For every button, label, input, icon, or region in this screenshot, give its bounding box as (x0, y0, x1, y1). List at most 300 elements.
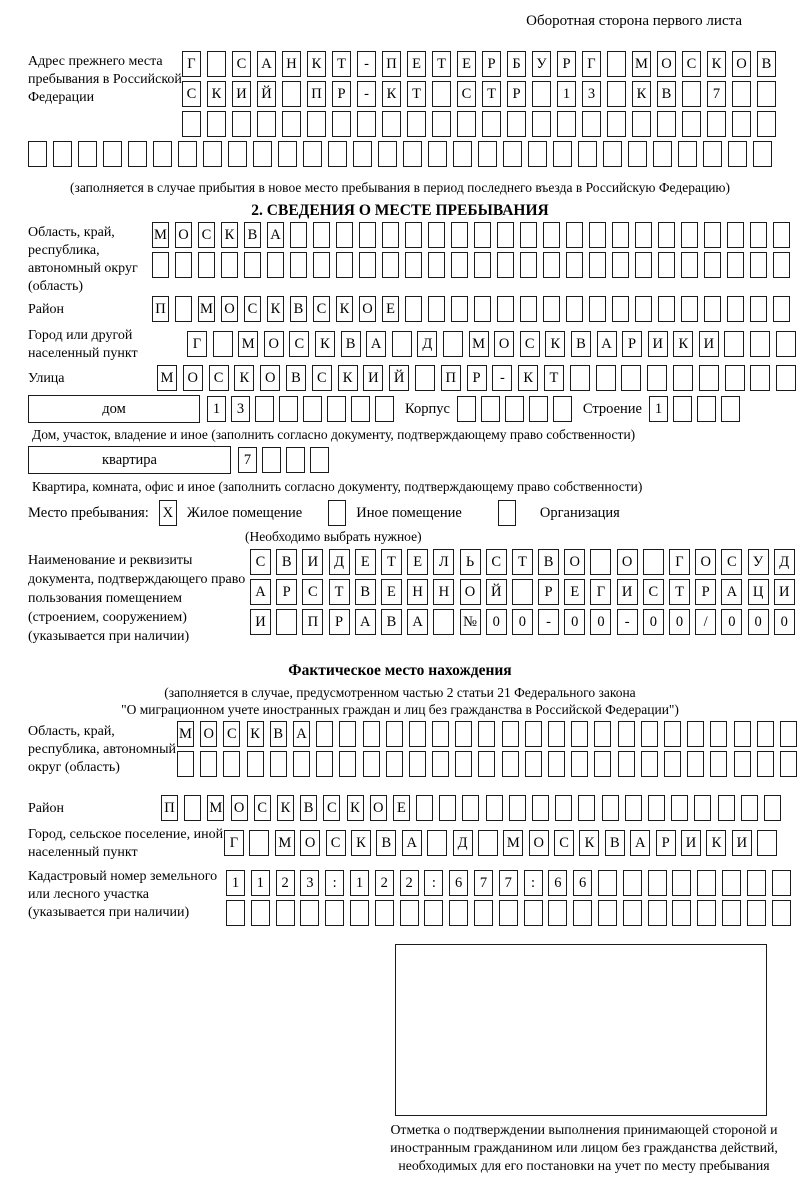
char-cell (657, 111, 676, 137)
char-cell (405, 296, 422, 322)
char-cell: И (250, 609, 271, 635)
char-cell: Е (381, 579, 402, 605)
char-cell: : (524, 870, 543, 896)
char-cell: С (457, 81, 476, 107)
char-cell (255, 396, 274, 422)
char-cell (328, 141, 347, 167)
char-cell (687, 721, 704, 747)
char-cell (432, 721, 449, 747)
char-cell: К (382, 81, 401, 107)
char-cell (618, 751, 635, 777)
char-cell: К (632, 81, 651, 107)
char-cell: Т (482, 81, 501, 107)
char-cell: С (302, 579, 323, 605)
char-cell: Г (590, 579, 611, 605)
char-cell: 6 (573, 870, 592, 896)
char-cell: Т (432, 51, 451, 77)
char-cell: С (289, 331, 309, 357)
char-cell: В (757, 51, 776, 77)
char-cell (628, 141, 647, 167)
char-cell: Й (257, 81, 276, 107)
char-cell: Г (669, 549, 690, 575)
document-label: Наименование и реквизиты документа, подтверждающего право пользования помещением (строением, сооружением) (указывается при наличии) (28, 553, 246, 644)
char-row (182, 51, 776, 77)
char-cell: О (657, 51, 676, 77)
char-cell: П (161, 795, 178, 821)
char-cell (734, 751, 751, 777)
char-cell (478, 751, 495, 777)
char-cell (707, 111, 726, 137)
char-cell: Е (382, 296, 399, 322)
char-cell: И (648, 331, 668, 357)
char-cell: К (221, 222, 238, 248)
char-cell (451, 252, 468, 278)
char-cell (594, 751, 611, 777)
char-cell: С (198, 222, 215, 248)
char-row (250, 609, 795, 635)
char-cell (474, 222, 491, 248)
char-cell (226, 900, 245, 926)
char-cell (647, 365, 667, 391)
char-cell: С (244, 296, 261, 322)
char-cell (182, 111, 201, 137)
char-cell (303, 141, 322, 167)
char-cell: К (277, 795, 294, 821)
char-cell: Д (417, 331, 437, 357)
char-cell (704, 296, 721, 322)
char-row (177, 721, 797, 747)
char-cell: В (376, 830, 396, 856)
stroenie-label: Строение (582, 401, 642, 417)
char-cell: О (264, 331, 284, 357)
char-cell (598, 870, 617, 896)
char-cell (478, 141, 497, 167)
char-cell: А (250, 579, 271, 605)
char-cell (734, 721, 751, 747)
char-cell: М (238, 331, 258, 357)
char-cell (213, 331, 233, 357)
char-cell (594, 721, 611, 747)
char-cell (386, 751, 403, 777)
char-cell (664, 721, 681, 747)
house-label-box: дом (28, 395, 200, 423)
char-cell (722, 900, 741, 926)
char-cell: С (643, 579, 664, 605)
char-cell (764, 795, 781, 821)
char-row (224, 830, 777, 856)
char-cell (497, 296, 514, 322)
char-cell (270, 751, 287, 777)
char-cell (428, 252, 445, 278)
char-cell (310, 447, 329, 473)
char-cell (681, 296, 698, 322)
prev-address-rows (182, 51, 776, 137)
char-cell (648, 870, 667, 896)
char-cell (773, 252, 790, 278)
char-cell: Р (656, 830, 676, 856)
char-cell: Т (544, 365, 564, 391)
char-row (152, 296, 790, 322)
char-cell: С (232, 51, 251, 77)
char-cell (451, 296, 468, 322)
char-row (177, 751, 797, 777)
char-cell: П (302, 609, 323, 635)
char-cell (497, 252, 514, 278)
char-cell (512, 579, 533, 605)
char-cell (780, 751, 797, 777)
char-cell (207, 51, 226, 77)
char-cell (497, 222, 514, 248)
char-cell (251, 900, 270, 926)
char-cell (566, 252, 583, 278)
char-cell: X (159, 500, 177, 526)
char-cell (529, 396, 548, 422)
char-cell (339, 721, 356, 747)
char-cell (428, 222, 445, 248)
char-cell (776, 331, 796, 357)
char-cell: О (695, 549, 716, 575)
char-cell: К (351, 830, 371, 856)
char-cell (313, 222, 330, 248)
char-row (226, 900, 791, 926)
char-cell (253, 141, 272, 167)
char-cell (682, 81, 701, 107)
char-cell (772, 900, 791, 926)
char-cell (499, 900, 518, 926)
char-cell: И (681, 830, 701, 856)
char-cell (223, 751, 240, 777)
char-cell (278, 141, 297, 167)
char-cell (481, 396, 500, 422)
char-cell (405, 252, 422, 278)
char-cell (451, 222, 468, 248)
char-cell (474, 252, 491, 278)
char-cell: 0 (774, 609, 795, 635)
char-cell (525, 751, 542, 777)
char-cell: Р (276, 579, 297, 605)
char-cell: О (460, 579, 481, 605)
char-cell (543, 296, 560, 322)
char-cell (750, 252, 767, 278)
char-cell (432, 81, 451, 107)
char-cell (732, 111, 751, 137)
char-cell: 6 (548, 870, 567, 896)
char-cell (623, 900, 642, 926)
char-cell (276, 609, 297, 635)
char-cell (462, 795, 479, 821)
char-cell (641, 751, 658, 777)
char-cell (553, 141, 572, 167)
char-cell (641, 721, 658, 747)
char-cell: Д (329, 549, 350, 575)
char-cell: 7 (474, 870, 493, 896)
char-cell (697, 870, 716, 896)
char-cell: И (363, 365, 383, 391)
char-cell (528, 141, 547, 167)
char-cell: М (632, 51, 651, 77)
char-cell (453, 141, 472, 167)
char-cell (532, 81, 551, 107)
char-cell: С (250, 549, 271, 575)
char-cell (474, 296, 491, 322)
char-cell (232, 111, 251, 137)
char-cell: К (518, 365, 538, 391)
char-cell (697, 396, 716, 422)
char-cell (128, 141, 147, 167)
char-cell: 1 (557, 81, 576, 107)
char-cell (635, 296, 652, 322)
char-cell (282, 81, 301, 107)
char-cell (313, 252, 330, 278)
char-row (207, 396, 394, 422)
char-cell (457, 111, 476, 137)
char-cell (635, 222, 652, 248)
char-cell (725, 365, 745, 391)
char-cell (603, 141, 622, 167)
char-cell: О (617, 549, 638, 575)
char-cell: М (198, 296, 215, 322)
char-cell (359, 222, 376, 248)
char-cell (433, 609, 454, 635)
char-cell (757, 721, 774, 747)
char-cell (336, 252, 353, 278)
char-cell (482, 111, 501, 137)
char-cell (678, 141, 697, 167)
char-cell: Р (695, 579, 716, 605)
char-cell (672, 870, 691, 896)
char-cell (776, 365, 796, 391)
stay-type-note: (Необходимо выбрать нужное) (245, 529, 422, 544)
char-cell (405, 222, 422, 248)
char-cell: М (207, 795, 224, 821)
char-cell: К (545, 331, 565, 357)
char-cell (589, 252, 606, 278)
char-cell: О (200, 721, 217, 747)
char-cell: Е (564, 579, 585, 605)
char-cell (307, 111, 326, 137)
char-cell: М (469, 331, 489, 357)
char-cell: 3 (300, 870, 319, 896)
char-cell (53, 141, 72, 167)
char-cell (590, 549, 611, 575)
char-cell: В (270, 721, 287, 747)
char-cell (589, 222, 606, 248)
char-cell: О (359, 296, 376, 322)
char-cell: И (232, 81, 251, 107)
option-label-dwelling: Жилое помещение (186, 505, 303, 521)
char-cell (557, 111, 576, 137)
char-cell (520, 252, 537, 278)
char-cell: Р (467, 365, 487, 391)
char-cell (152, 252, 169, 278)
char-cell: 2 (375, 870, 394, 896)
char-cell (200, 751, 217, 777)
char-cell (607, 81, 626, 107)
char-cell (403, 141, 422, 167)
char-cell: - (617, 609, 638, 635)
char-cell: / (695, 609, 716, 635)
char-cell (457, 396, 476, 422)
char-cell: 0 (748, 609, 769, 635)
city-label: Город или другой населенный пункт (28, 328, 138, 361)
char-cell (681, 222, 698, 248)
char-cell (757, 111, 776, 137)
char-cell (724, 331, 744, 357)
char-cell: С (313, 296, 330, 322)
char-cell: А (630, 830, 650, 856)
char-cell: О (175, 222, 192, 248)
char-cell (682, 111, 701, 137)
char-cell (602, 795, 619, 821)
char-cell (455, 721, 472, 747)
char-cell (566, 296, 583, 322)
char-cell: Н (433, 579, 454, 605)
char-cell (474, 900, 493, 926)
char-cell: 3 (582, 81, 601, 107)
char-cell (721, 396, 740, 422)
char-cell (416, 795, 433, 821)
char-cell: Й (389, 365, 409, 391)
char-cell: А (355, 609, 376, 635)
char-cell (267, 252, 284, 278)
char-cell (78, 141, 97, 167)
char-cell (382, 222, 399, 248)
char-cell (612, 222, 629, 248)
char-cell: С (326, 830, 346, 856)
char-cell (363, 751, 380, 777)
char-row (226, 870, 791, 896)
char-cell: К (579, 830, 599, 856)
region-label: Область, край, республика, автономный округ (область) (28, 225, 138, 294)
char-cell (153, 141, 172, 167)
char-cell: Е (407, 549, 428, 575)
char-cell (503, 141, 522, 167)
char-cell (589, 296, 606, 322)
char-cell: М (157, 365, 177, 391)
char-cell (643, 549, 664, 575)
char-cell: Р (622, 331, 642, 357)
option-label-organization: Организация (539, 505, 620, 521)
char-cell (747, 870, 766, 896)
char-cell: А (293, 721, 310, 747)
char-row (152, 252, 790, 278)
char-cell (392, 331, 412, 357)
char-cell: К (315, 331, 335, 357)
district-field (28, 296, 800, 322)
apartment-note: Квартира, комната, офис и иное (заполнить согласно документу, подтверждающему право собственности) (32, 479, 643, 494)
char-cell (257, 111, 276, 137)
char-cell (747, 900, 766, 926)
char-cell: Г (582, 51, 601, 77)
char-cell: 0 (486, 609, 507, 635)
char-cell (262, 447, 281, 473)
char-cell: С (682, 51, 701, 77)
char-row (187, 331, 796, 357)
char-cell (520, 222, 537, 248)
char-cell: А (257, 51, 276, 77)
char-cell (409, 721, 426, 747)
char-cell (578, 141, 597, 167)
char-cell (632, 111, 651, 137)
char-cell: Н (282, 51, 301, 77)
char-cell (532, 795, 549, 821)
char-cell: С (520, 331, 540, 357)
char-cell: Н (407, 579, 428, 605)
char-cell (671, 795, 688, 821)
char-cell: Г (187, 331, 207, 357)
char-cell (432, 111, 451, 137)
char-cell: 2 (276, 870, 295, 896)
char-cell (672, 900, 691, 926)
char-cell: 0 (721, 609, 742, 635)
char-cell: А (721, 579, 742, 605)
char-cell (400, 900, 419, 926)
char-cell (664, 751, 681, 777)
char-cell (687, 751, 704, 777)
char-cell: В (571, 331, 591, 357)
char-cell (757, 751, 774, 777)
char-cell (300, 900, 319, 926)
char-row (157, 365, 796, 391)
char-cell: - (357, 51, 376, 77)
char-cell (357, 111, 376, 137)
char-cell (428, 141, 447, 167)
char-cell (386, 721, 403, 747)
char-cell (750, 296, 767, 322)
char-cell: В (355, 579, 376, 605)
char-cell: К (673, 331, 693, 357)
char-cell (290, 252, 307, 278)
char-cell: 0 (512, 609, 533, 635)
prev-address-note: (заполняется в случае прибытия в новое место пребывания в период последнего въезда в Российскую Федерацию) (69, 180, 731, 195)
char-cell: В (657, 81, 676, 107)
char-cell (103, 141, 122, 167)
char-cell (658, 222, 675, 248)
char-cell: М (275, 830, 295, 856)
char-cell: Е (393, 795, 410, 821)
char-cell (727, 296, 744, 322)
district-label: Район (28, 302, 64, 317)
char-cell (728, 141, 747, 167)
char-cell: И (617, 579, 638, 605)
char-cell (757, 81, 776, 107)
char-cell (316, 751, 333, 777)
stamp-caption: Отметка о подтверждении выполнения принимающей стороной и иностранным гражданином или лицом без гражданства действий, необходимых для его постановки на учет по месту пребывания (390, 1122, 778, 1173)
checkbox-other-premises (328, 500, 346, 526)
char-cell (543, 252, 560, 278)
char-cell: К (347, 795, 364, 821)
fact-city-field (28, 824, 800, 862)
char-cell (175, 296, 192, 322)
char-cell: С (223, 721, 240, 747)
char-cell: С (486, 549, 507, 575)
char-cell: Б (507, 51, 526, 77)
char-cell (635, 252, 652, 278)
char-cell: А (366, 331, 386, 357)
char-cell (363, 721, 380, 747)
char-cell (325, 900, 344, 926)
char-cell (427, 830, 447, 856)
char-cell (276, 900, 295, 926)
char-cell: О (370, 795, 387, 821)
char-cell (502, 721, 519, 747)
char-cell (570, 365, 590, 391)
actual-location-note-1: (заполняется в случае, предусмотренном частью 2 статьи 21 Федерального закона (164, 685, 636, 700)
char-cell (249, 830, 269, 856)
char-cell: № (460, 609, 481, 635)
street-label: Улица (28, 371, 65, 386)
fact-region-rows (177, 721, 797, 777)
